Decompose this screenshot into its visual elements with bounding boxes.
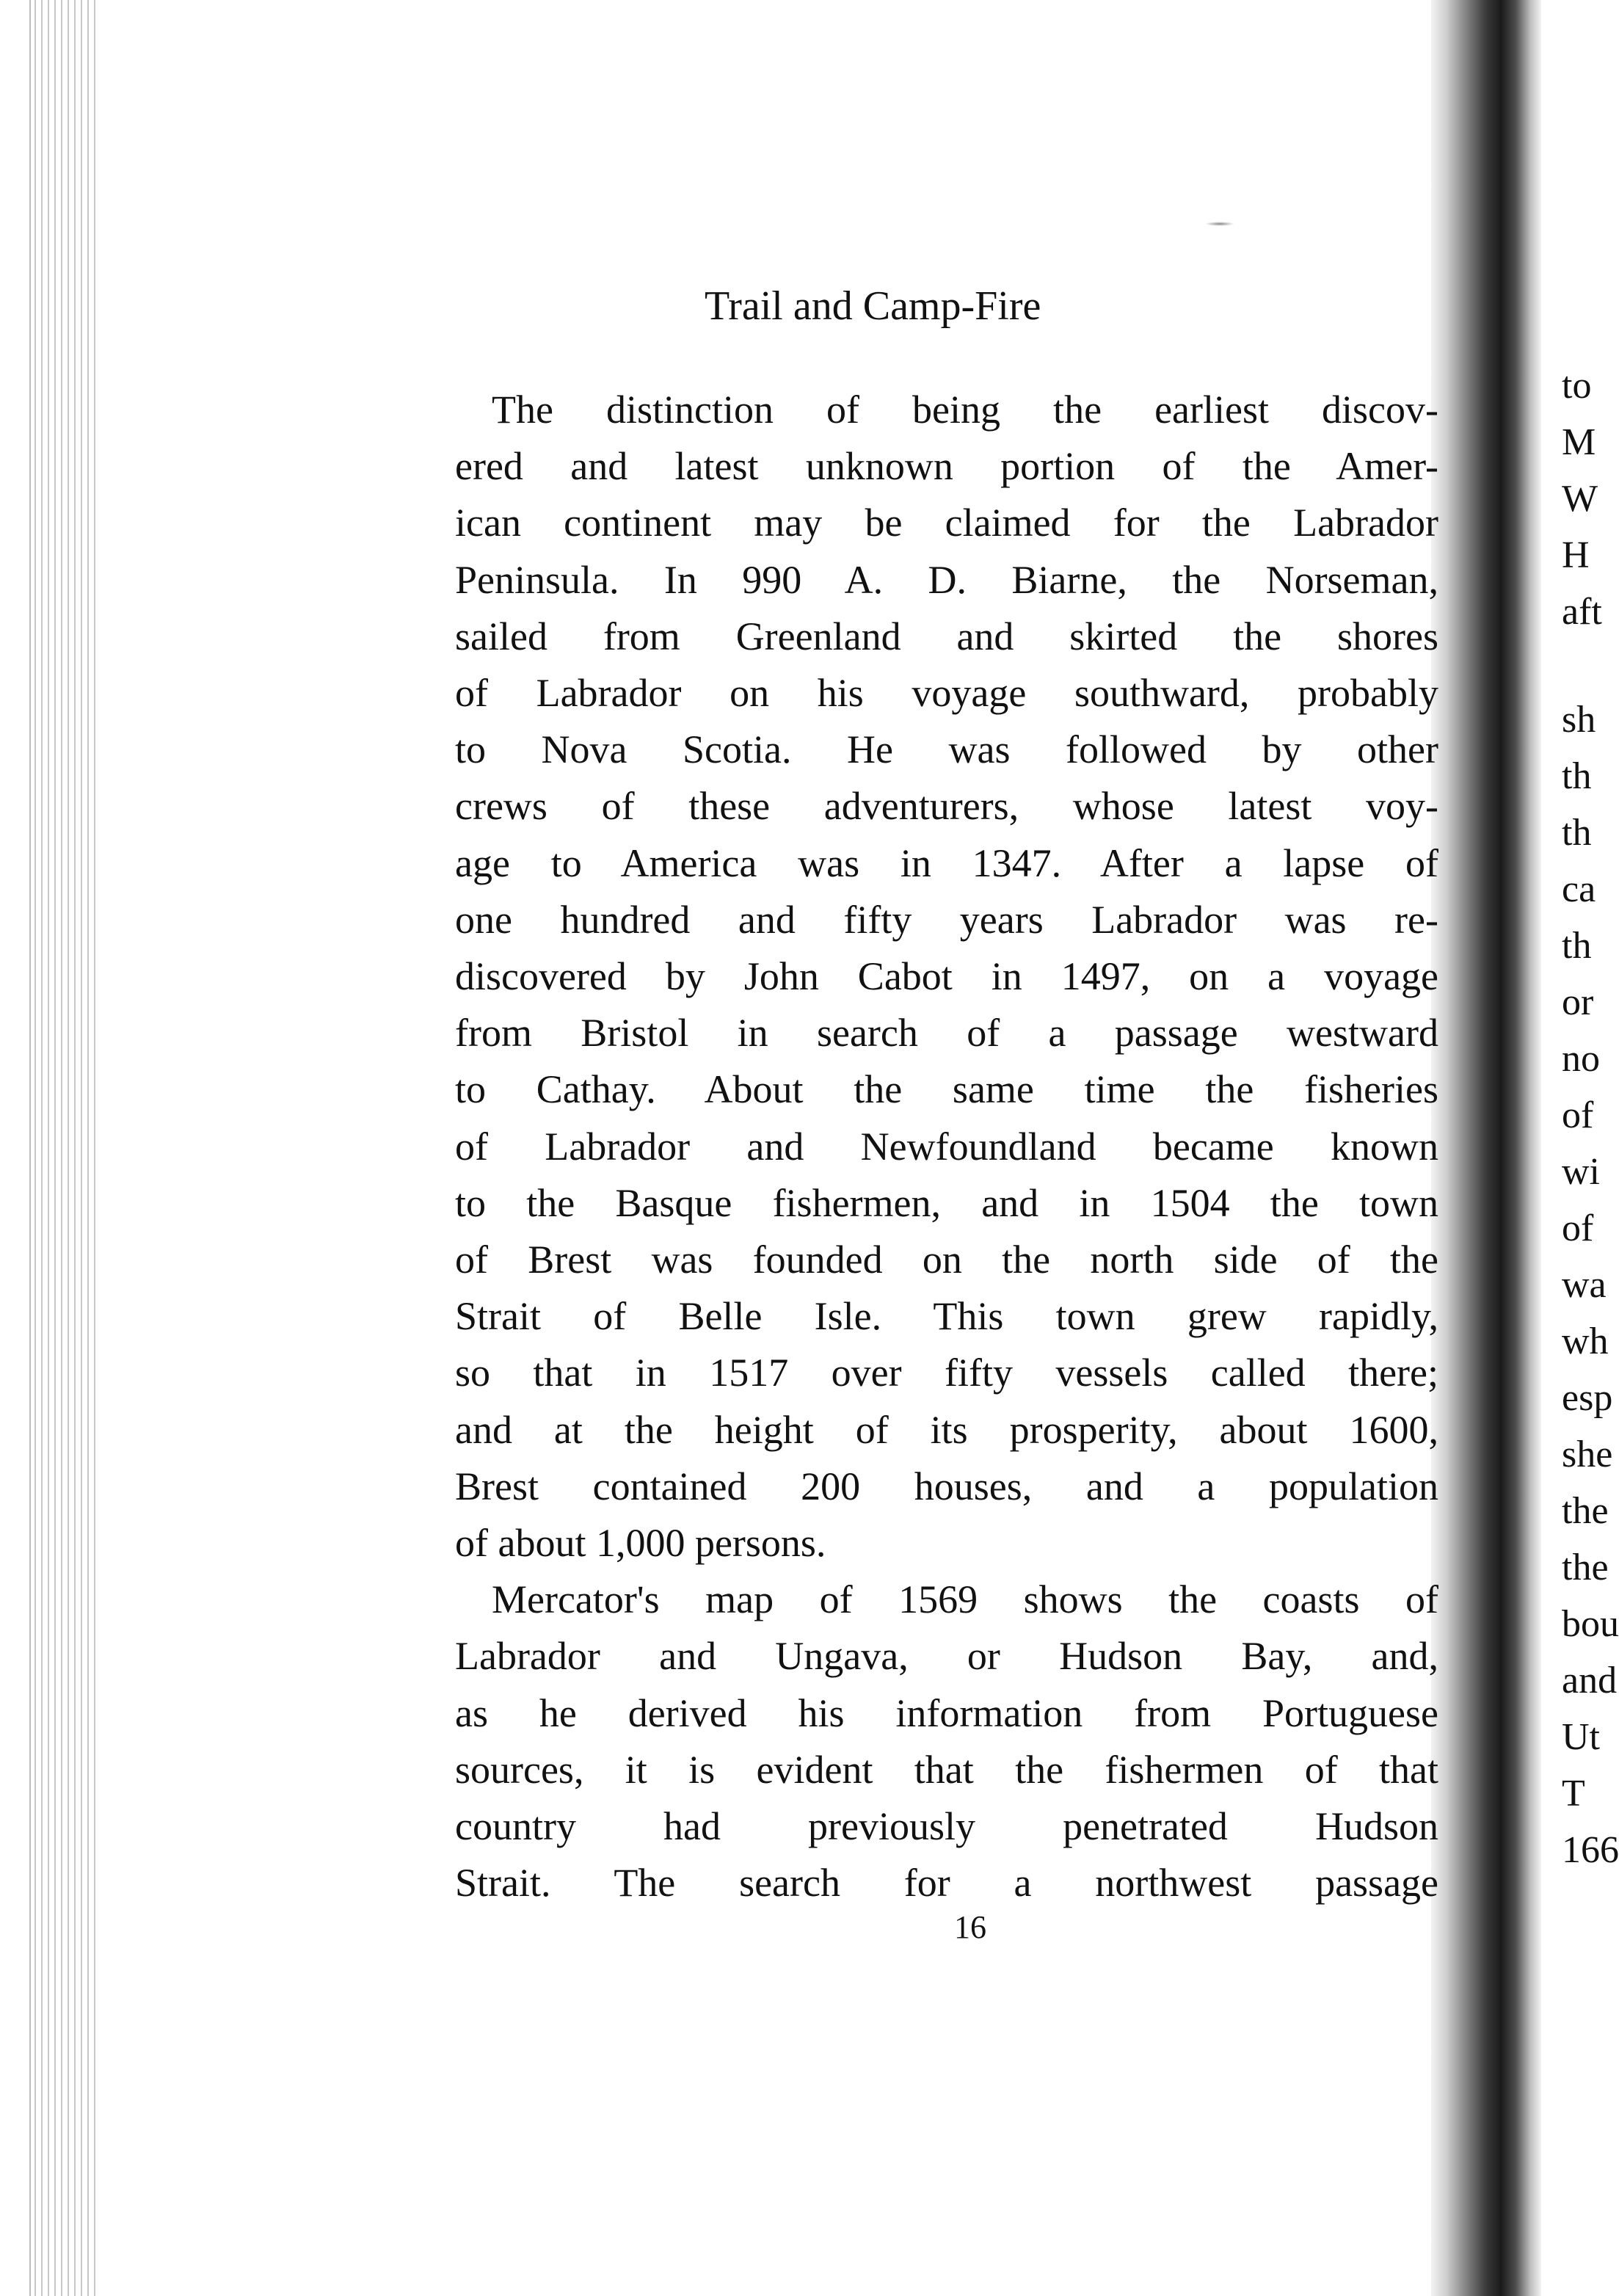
text-line: Strait. The search for a northwest passage bbox=[455, 1861, 1438, 1906]
paragraph-1 bbox=[455, 382, 1438, 1572]
paragraph-2 bbox=[455, 1572, 1438, 1911]
facing-page-fragment: wa bbox=[1562, 1264, 1607, 1306]
facing-page-fragment: aft bbox=[1562, 591, 1602, 633]
facing-page-fragment: M bbox=[1562, 421, 1596, 463]
facing-page-fragment: sh bbox=[1562, 699, 1596, 741]
text-line: crews of these adventurers, whose latest voy- bbox=[455, 784, 1438, 829]
text-line: as he derived his information from Portuguese bbox=[455, 1690, 1438, 1735]
text-line: to the Basque fishermen, and in 1504 the town bbox=[455, 1180, 1438, 1225]
facing-page-fragment: th bbox=[1562, 812, 1592, 854]
text-line: to Cathay. About the same time the fisheries bbox=[455, 1067, 1438, 1112]
text-line: ered and latest unknown portion of the Amer- bbox=[455, 444, 1438, 489]
page-edges bbox=[29, 0, 100, 2296]
text-line: of Labrador and Newfoundland became known bbox=[455, 1124, 1438, 1169]
text-line: country had previously penetrated Hudson bbox=[455, 1804, 1438, 1849]
facing-page-fragment: wi bbox=[1562, 1151, 1600, 1193]
text-line: Strait of Belle Isle. This town grew rapidly, bbox=[455, 1294, 1438, 1339]
text-line: Peninsula. In 990 A. D. Biarne, the Norseman, bbox=[455, 557, 1438, 602]
facing-page-fragment: H bbox=[1562, 534, 1590, 576]
text-line: of Labrador on his voyage southward, probably bbox=[455, 671, 1438, 716]
ink-speck bbox=[1205, 222, 1234, 226]
facing-page-fragment: th bbox=[1562, 755, 1592, 797]
text-line: of about 1,000 persons. bbox=[455, 1521, 826, 1566]
text-line: one hundred and fifty years Labrador was re- bbox=[455, 897, 1438, 942]
facing-page-fragment: and bbox=[1562, 1660, 1618, 1701]
facing-page-fragment: esp bbox=[1562, 1377, 1613, 1419]
text-line: age to America was in 1347. After a lapse of bbox=[455, 840, 1438, 885]
facing-page-fragment: of bbox=[1562, 1207, 1594, 1249]
text-line: to Nova Scotia. He was followed by other bbox=[455, 727, 1438, 772]
text-line: The distinction of being the earliest discov- bbox=[492, 388, 1438, 432]
text-line: and at the height of its prosperity, about 1600, bbox=[455, 1407, 1438, 1452]
text-line: of Brest was founded on the north side of the bbox=[455, 1238, 1438, 1282]
facing-page-fragment: ca bbox=[1562, 868, 1596, 910]
facing-page-fragment: 166 bbox=[1562, 1829, 1619, 1871]
body-text bbox=[455, 382, 1438, 1911]
facing-page-fragment: to bbox=[1562, 365, 1592, 407]
facing-page-fragment: T bbox=[1562, 1773, 1585, 1814]
text-line: Labrador and Ungava, or Hudson Bay, and, bbox=[455, 1634, 1438, 1679]
text-line: Mercator's map of 1569 shows the coasts of bbox=[492, 1577, 1438, 1622]
facing-page-fragment: Ut bbox=[1562, 1716, 1600, 1758]
text-line: discovered by John Cabot in 1497, on a voyage bbox=[455, 954, 1438, 999]
facing-page-fragment: no bbox=[1562, 1038, 1600, 1080]
facing-page-fragment: the bbox=[1562, 1547, 1609, 1588]
page-number: 16 bbox=[954, 1909, 986, 1945]
facing-page-fragment: wh bbox=[1562, 1320, 1609, 1362]
text-line: so that in 1517 over fifty vessels called there; bbox=[455, 1351, 1438, 1395]
binding-gutter-shadow bbox=[1431, 0, 1541, 2296]
facing-page-fragment: th bbox=[1562, 925, 1592, 967]
running-head: Trail and Camp-Fire bbox=[705, 283, 1041, 329]
text-line: from Bristol in search of a passage westward bbox=[455, 1011, 1438, 1056]
facing-page-fragment: of bbox=[1562, 1094, 1594, 1136]
facing-page-fragment: or bbox=[1562, 981, 1594, 1023]
facing-page-fragment: W bbox=[1562, 478, 1598, 520]
facing-page-fragment: bou bbox=[1562, 1603, 1619, 1645]
text-line: ican continent may be claimed for the Labrador bbox=[455, 501, 1438, 545]
text-line: sources, it is evident that the fishermen of that bbox=[455, 1747, 1438, 1792]
facing-page-fragment: she bbox=[1562, 1434, 1613, 1475]
facing-page-fragment: the bbox=[1562, 1490, 1609, 1532]
text-line: sailed from Greenland and skirted the shores bbox=[455, 614, 1438, 658]
text-line: Brest contained 200 houses, and a population bbox=[455, 1464, 1438, 1508]
facing-page bbox=[1541, 0, 1619, 2296]
